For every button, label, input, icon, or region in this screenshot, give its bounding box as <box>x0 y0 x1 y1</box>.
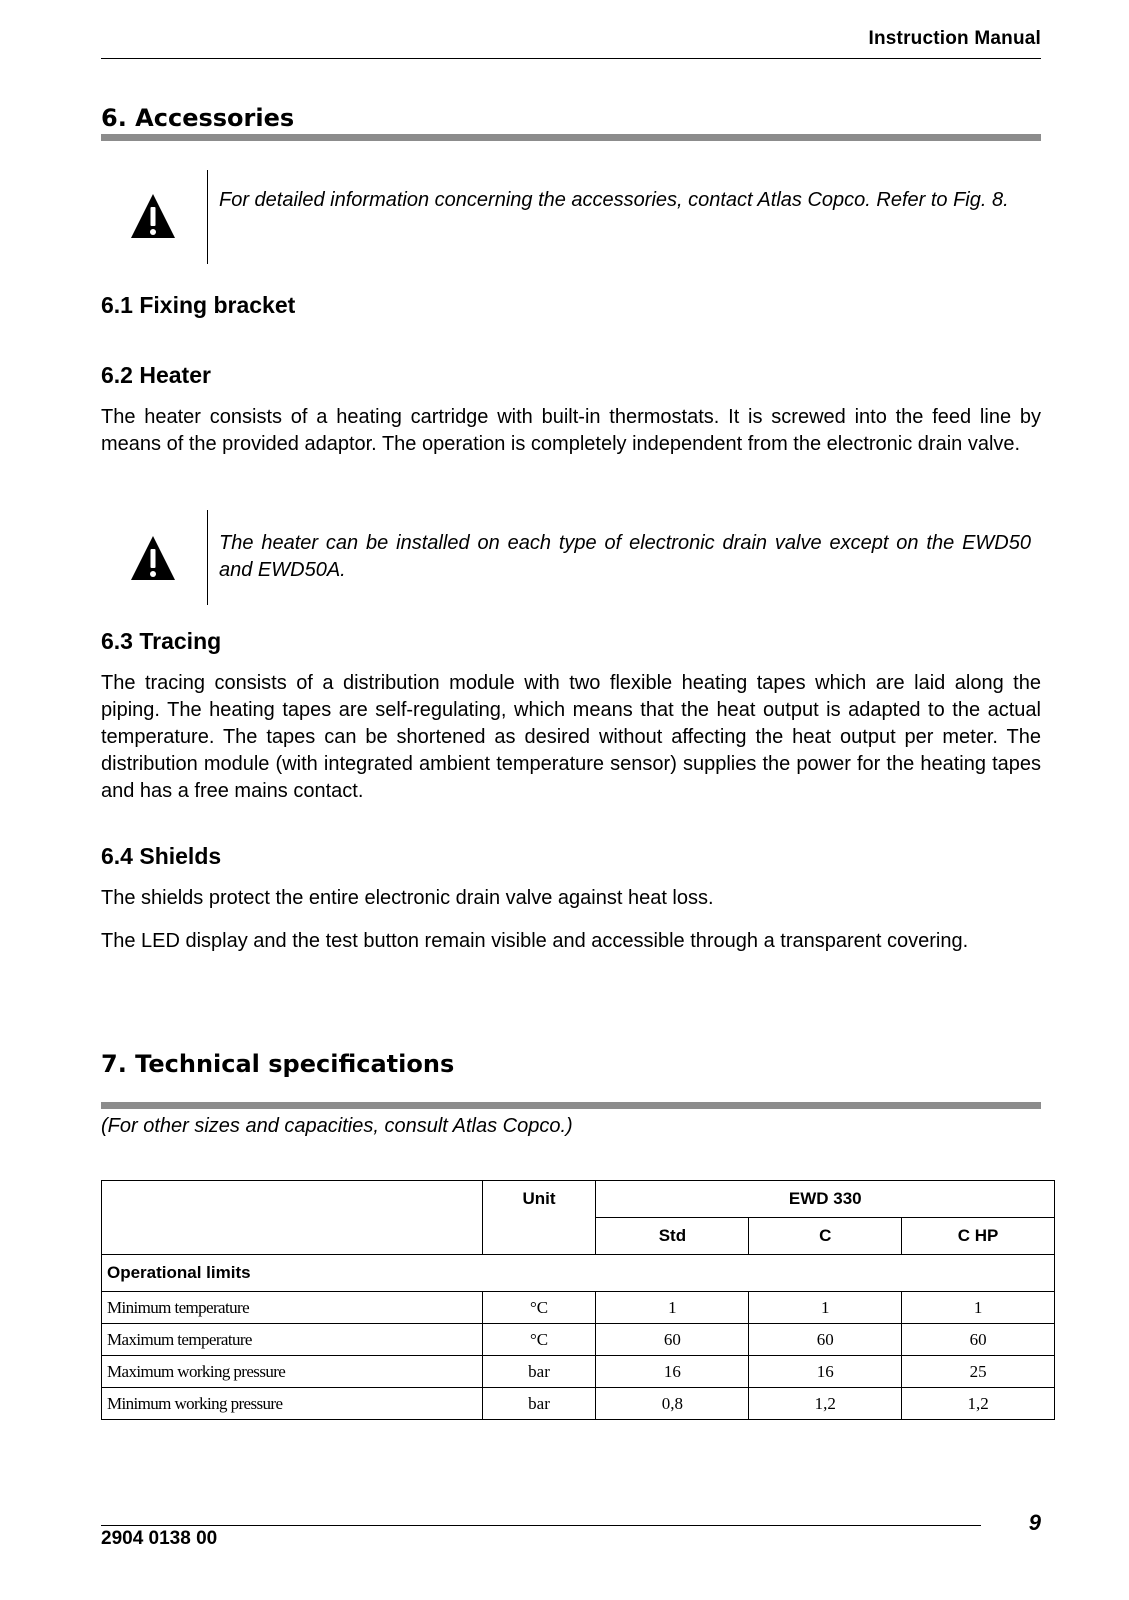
model-header: EWD 330 <box>596 1181 1055 1218</box>
shields-title: 6.4 Shields <box>101 843 222 869</box>
row-value: 1,2 <box>902 1388 1055 1420</box>
heater-text: The heater consists of a heating cartridge with built-in thermostats. It is screwed into the feed line by means of the provided adaptor. The operation is completely independent from the electronic drain valve. <box>101 406 1041 455</box>
section-label: Operational limits <box>102 1255 1055 1292</box>
header-rule <box>101 58 1041 59</box>
spec-table <box>101 1180 1055 1420</box>
note-text: The heater can be installed on each type of electronic drain valve except on the EWD50 and EWD50A. <box>219 532 1031 581</box>
row-unit: bar <box>482 1356 596 1388</box>
section-6-title: 6. Accessories <box>101 104 295 132</box>
tracing-title: 6.3 Tracing <box>101 628 222 654</box>
footer-code: 2904 0138 00 <box>101 1528 218 1549</box>
note-divider <box>207 170 208 264</box>
section-7-bar <box>101 1102 1041 1109</box>
note-divider <box>207 510 208 605</box>
row-value: 16 <box>749 1356 902 1388</box>
row-value: 25 <box>902 1356 1055 1388</box>
note-heater <box>101 510 1041 605</box>
table-row <box>102 1324 1055 1356</box>
note-text: For detailed information concerning the accessories, contact Atlas Copco. Refer to Fig. 8. <box>219 189 1009 211</box>
row-value: 60 <box>596 1324 749 1356</box>
shields-text-2: The LED display and the test button remain visible and accessible through a transparent covering. <box>101 930 969 952</box>
row-value: 1 <box>902 1292 1055 1324</box>
row-name: Minimum temperature <box>102 1292 483 1324</box>
fixing-bracket-title: 6.1 Fixing bracket <box>101 292 296 318</box>
row-unit: °C <box>482 1292 596 1324</box>
table-row <box>102 1388 1055 1420</box>
row-value: 1 <box>749 1292 902 1324</box>
row-name: Maximum temperature <box>102 1324 483 1356</box>
variant-header: C HP <box>902 1218 1055 1255</box>
variant-header: C <box>749 1218 902 1255</box>
tracing-text: The tracing consists of a distribution module with two flexible heating tapes which are laid along the piping. The heating tapes are self-regulating, which means that the heat output is adapted to the actual temperature. The tapes can be shortened as desired without affecting the heat output per meter. The distribution module (with integrated ambient temperature sensor) supplies the power for the heating tapes and has a free mains contact. <box>101 672 1041 802</box>
row-value: 1,2 <box>749 1388 902 1420</box>
note-accessories <box>101 170 1041 264</box>
row-unit: °C <box>482 1324 596 1356</box>
row-value: 1 <box>596 1292 749 1324</box>
section-7-title: 7. Technical specifications <box>101 1050 455 1078</box>
unit-header: Unit <box>482 1181 596 1255</box>
row-value: 60 <box>902 1324 1055 1356</box>
page-number: 9 <box>1028 1510 1041 1535</box>
row-name: Maximum working pressure <box>102 1356 483 1388</box>
spec-header-blank <box>102 1181 483 1255</box>
variant-header: Std <box>596 1218 749 1255</box>
row-name: Minimum working pressure <box>102 1388 483 1420</box>
header-title: Instruction Manual <box>868 28 1041 49</box>
heater-title: 6.2 Heater <box>101 362 211 388</box>
section-6-bar <box>101 134 1041 141</box>
footer-rule <box>101 1525 981 1526</box>
row-unit: bar <box>482 1388 596 1420</box>
row-value: 16 <box>596 1356 749 1388</box>
shields-text-1: The shields protect the entire electronic drain valve against heat loss. <box>101 887 714 909</box>
row-value: 60 <box>749 1324 902 1356</box>
warning-triangle-icon <box>129 534 177 582</box>
table-row <box>102 1356 1055 1388</box>
warning-triangle-icon <box>129 192 177 240</box>
spec-intro: (For other sizes and capacities, consult Atlas Copco.) <box>101 1115 573 1137</box>
table-row <box>102 1292 1055 1324</box>
row-value: 0,8 <box>596 1388 749 1420</box>
